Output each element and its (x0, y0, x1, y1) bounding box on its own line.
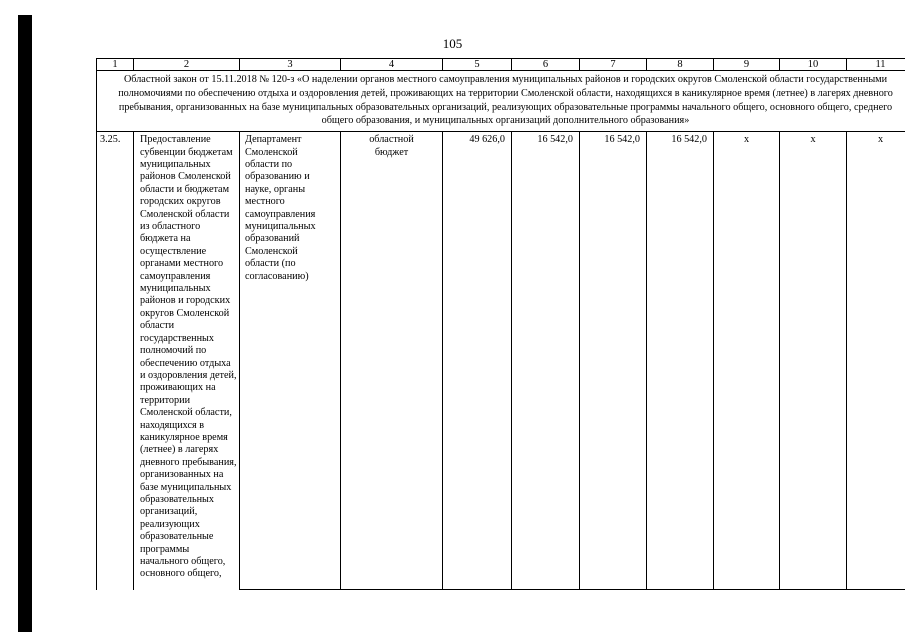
col-header: 5 (443, 59, 512, 71)
col-header: 9 (714, 59, 780, 71)
executor-line: Смоленской (245, 245, 298, 257)
name-line: осуществление (140, 245, 207, 257)
executor-line: Департамент (245, 134, 302, 146)
name-line: муниципальных (140, 283, 211, 295)
value-col6: 16 542,0 (512, 132, 580, 590)
law-title-row (97, 71, 905, 132)
col-header: 7 (580, 59, 647, 71)
executor-line: области по (245, 159, 293, 170)
col-header: 3 (240, 59, 341, 71)
executor-line: согласованию) (245, 270, 309, 282)
page-number: 105 (442, 36, 463, 51)
executor-line: местного (245, 196, 285, 208)
col-header: 2 (134, 59, 240, 71)
name-line: Предоставление (140, 134, 211, 146)
name-line: субвенции бюджетам (140, 146, 233, 158)
name-line: территории (140, 394, 191, 406)
value-col5: 49 626,0 (443, 132, 512, 590)
executor-line: науке, органы (245, 183, 306, 195)
budget-table (96, 58, 905, 590)
executor-line: Смоленской (245, 146, 298, 158)
executor-lines (245, 134, 340, 283)
value-col8: 16 542,0 (647, 132, 714, 590)
col-header: 1 (97, 59, 134, 71)
name-line: базе муниципальных (140, 481, 232, 493)
name-line: и оздоровления детей, (140, 369, 237, 381)
name-line: районов и городских (140, 295, 231, 307)
law-title: Областной закон от 15.11.2018 № 120-з «О наделении органов местного самоуправления муниципальных районов и городских округов Смоленской области государственными полномочиями по обеспечению отдыха и оздоровления детей, проживающих на территории Смоленской области, находящихся в каникулярное время (летнее) в лагерях дневного пребывания, организованных на базе муниципальных образовательных организаций, реализующих образовательные программы начального общего, основного общего, среднего общего образования, и муниципальных организаций дополнительного образования» (97, 71, 905, 132)
name-line: каникулярное время (140, 431, 228, 443)
executor-line: самоуправления (245, 208, 316, 220)
name-line: районов Смоленской (140, 171, 231, 183)
name-line: муниципальных (140, 159, 211, 170)
funding-source-lines (341, 134, 442, 159)
measure-name (134, 132, 240, 590)
measure-name-lines (140, 134, 239, 581)
name-line: бюджета на (140, 233, 191, 245)
name-line: Смоленской области, (140, 407, 232, 419)
executor-line: области (по (245, 258, 296, 270)
name-line: самоуправления (140, 270, 211, 282)
name-line: основного общего, (140, 568, 222, 580)
name-line: области и бюджетам (140, 183, 230, 195)
name-line: дневного пребывания, (140, 456, 237, 468)
name-line: образовательные (140, 531, 214, 543)
name-line: округов Смоленской (140, 307, 230, 319)
executor-line: муниципальных (245, 221, 316, 233)
name-line: обеспечению отдыха (140, 357, 231, 369)
executor-line: образований (245, 233, 300, 245)
value-col7: 16 542,0 (580, 132, 647, 590)
col-header: 8 (647, 59, 714, 71)
name-line: области (140, 320, 175, 332)
funding-source (341, 132, 443, 590)
col-header: 10 (780, 59, 847, 71)
name-line: организованных на (140, 469, 224, 481)
name-line: из областного (140, 221, 201, 233)
name-line: находящихся в (140, 419, 205, 431)
col-header: 6 (512, 59, 580, 71)
name-line: проживающих на (140, 382, 216, 394)
source-line: бюджет (374, 146, 409, 158)
scan-edge-bar (18, 15, 32, 632)
name-line: городских округов (140, 196, 221, 208)
name-line: (летнее) в лагерях (140, 444, 219, 456)
col-header: 11 (847, 59, 905, 71)
executor (240, 132, 341, 590)
col-header: 4 (341, 59, 443, 71)
value-col10: х (780, 132, 847, 590)
table-row (97, 132, 905, 590)
header-row (97, 59, 905, 71)
source-line: областной (369, 134, 414, 146)
name-line: Смоленской области (140, 208, 230, 220)
value-col9: х (714, 132, 780, 590)
executor-line: образованию и (245, 171, 310, 183)
row-number: 3.25. (97, 132, 134, 590)
name-line: полномочий по (140, 345, 207, 357)
name-line: организаций, (140, 506, 198, 518)
value-col11: х (847, 132, 905, 590)
name-line: государственных (140, 332, 214, 344)
name-line: реализующих (140, 518, 200, 530)
name-line: программы (140, 543, 190, 555)
name-line: начального общего, (140, 556, 226, 567)
name-line: образовательных (140, 493, 214, 505)
name-line: органами местного (140, 258, 224, 270)
